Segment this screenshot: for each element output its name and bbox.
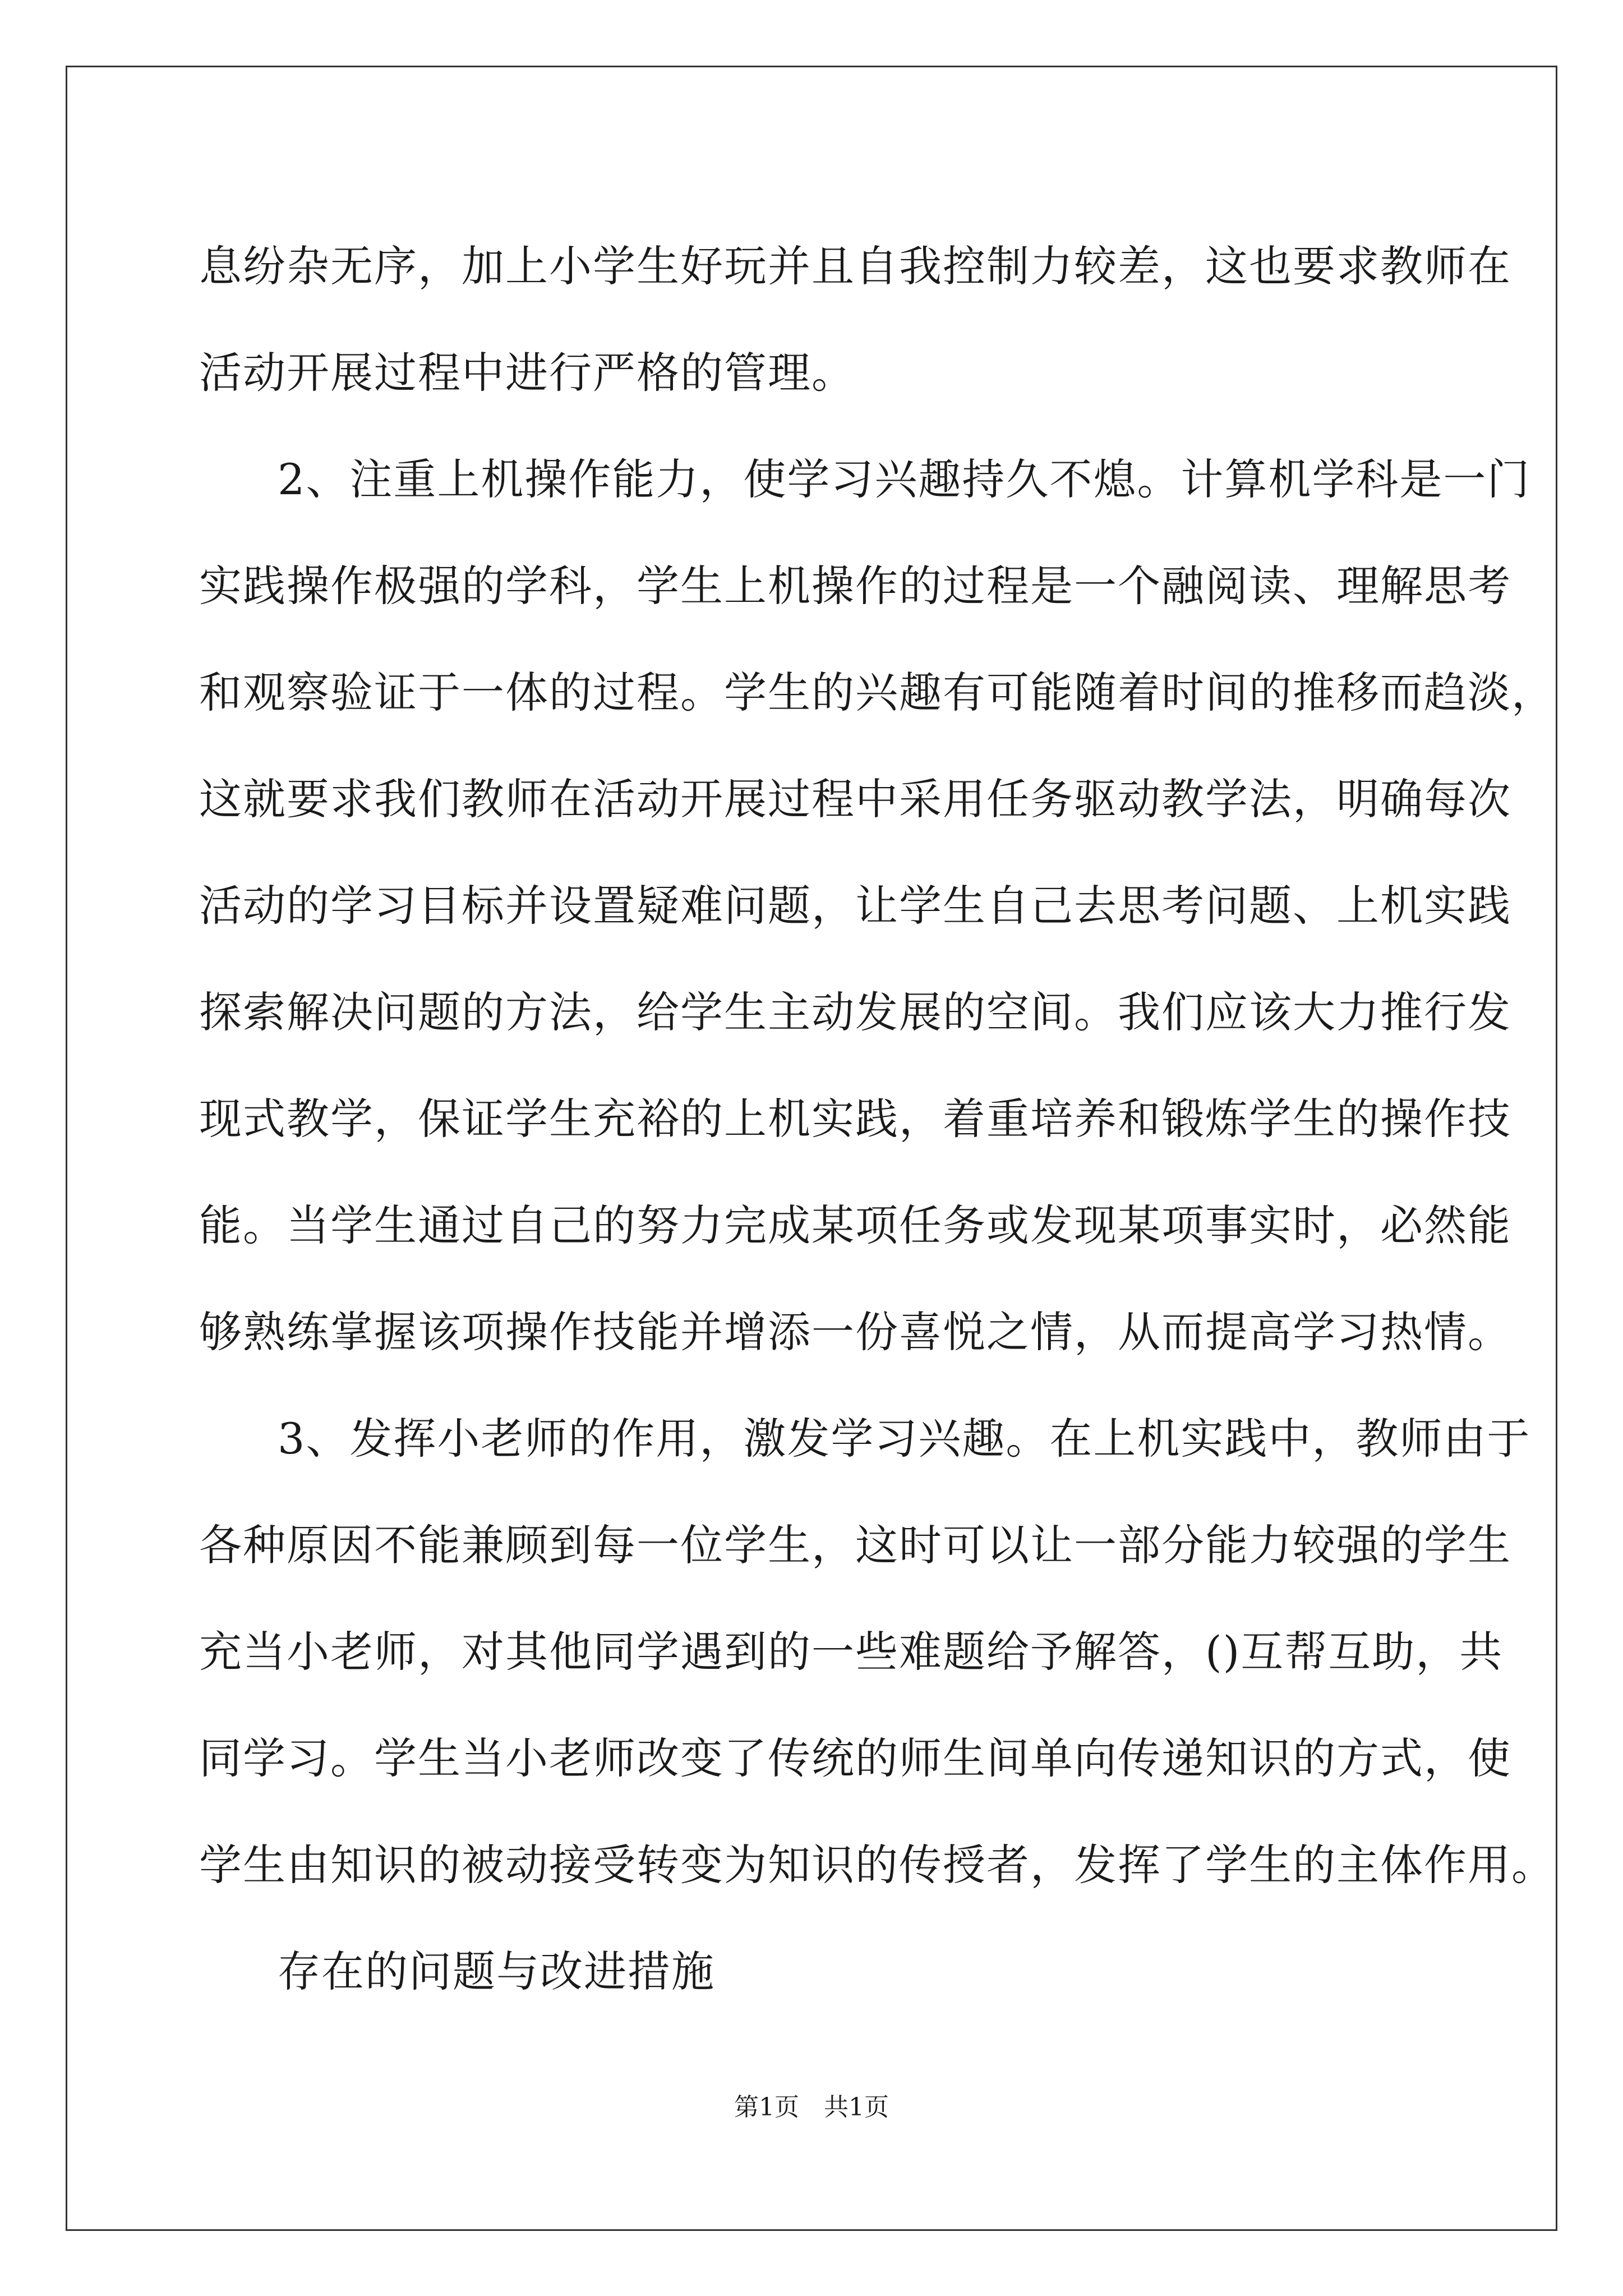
text-line: 和观察验证于一体的过程。学生的兴趣有可能随着时间的推移而趋淡， [199, 668, 1555, 717]
text-line: 学生由知识的被动接受转变为知识的传授者，发挥了学生的主体作用。 [199, 1840, 1555, 1890]
text-line: 能。当学生通过自己的努力完成某项任务或发现某项事实时，必然能 [199, 1200, 1511, 1250]
text-line: 探索解决问题的方法，给学生主动发展的空间。我们应该大力推行发 [199, 987, 1511, 1037]
text-line: 2、注重上机操作能力，使学习兴趣持久不熄。计算机学科是一门 [278, 454, 1531, 504]
text-line: 这就要求我们教师在活动开展过程中采用任务驱动教学法，明确每次 [199, 774, 1511, 824]
text-line: 现式教学，保证学生充裕的上机实践，着重培养和锻炼学生的操作技 [199, 1094, 1511, 1144]
text-line: 实践操作极强的学科，学生上机操作的过程是一个融阅读、理解思考 [199, 561, 1511, 611]
text-line: 活动开展过程中进行严格的管理。 [199, 348, 855, 398]
text-line: 够熟练掌握该项操作技能并增添一份喜悦之情，从而提高学习热情。 [199, 1307, 1511, 1357]
text-line: 存在的问题与改进措施 [278, 1947, 715, 1996]
page-footer: 第1页 共1页 [734, 2093, 889, 2122]
text-line: 息纷杂无序，加上小学生好玩并且自我控制力较差，这也要求教师在 [199, 241, 1511, 291]
text-line: 充当小老师，对其他同学遇到的一些难题给予解答，()互帮互助，共 [199, 1627, 1504, 1677]
text-line: 各种原因不能兼顾到每一位学生，这时可以让一部分能力较强的学生 [199, 1520, 1511, 1570]
text-line: 同学习。学生当小老师改变了传统的师生间单向传递知识的方式，使 [199, 1733, 1511, 1783]
text-line: 活动的学习目标并设置疑难问题，让学生自己去思考问题、上机实践 [199, 881, 1511, 931]
document-body [199, 213, 1555, 2025]
text-line: 3、发挥小老师的作用，激发学习兴趣。在上机实践中，教师由于 [278, 1414, 1531, 1464]
